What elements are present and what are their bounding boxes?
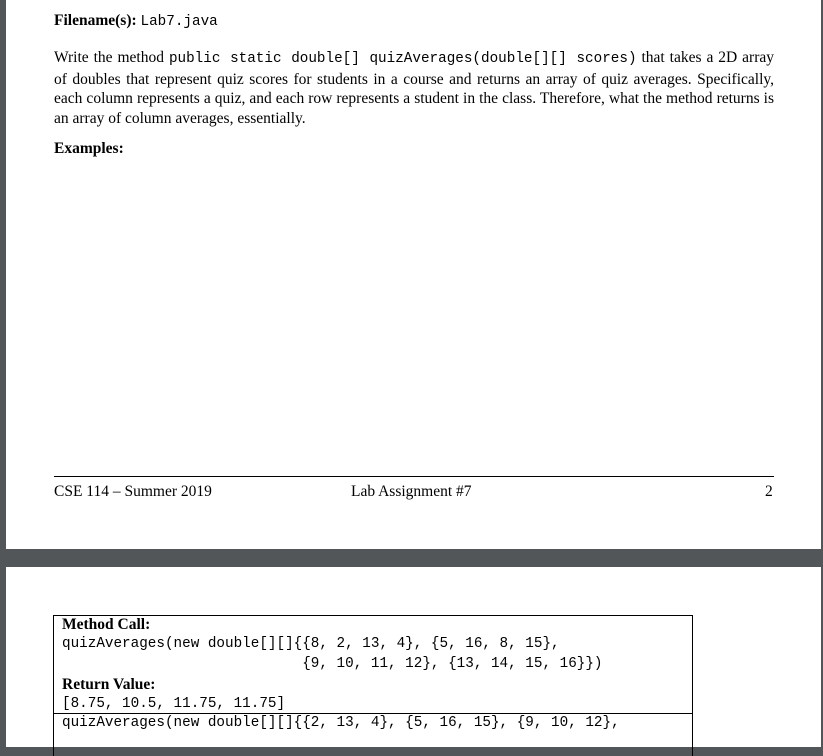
method-call-heading: Method Call: <box>62 616 151 633</box>
footer-divider <box>54 476 774 477</box>
examples-heading: Examples: <box>54 140 124 157</box>
filename-line <box>54 12 218 30</box>
next-method-call-line: quizAverages(new double[][]{{2, 13, 4}, {5, 16, 15}, {9, 10, 12}, <box>62 715 620 731</box>
filename-label: Filename(s): <box>54 12 137 29</box>
description-text-rest: that takes a 2D array of doubles that represent quiz scores for students in a course and returns an array of quiz averages. Specifically, each column represents a quiz, and each row represents a student in the class. Therefore, what the method returns is an array of column averages, essentially. <box>54 49 775 127</box>
table-row-divider <box>54 713 692 714</box>
filename-value: Lab7.java <box>140 14 218 30</box>
method-signature-code: public static double[] quizAverages(double[][] scores) <box>168 51 637 67</box>
return-value-text: [8.75, 10.5, 11.75, 11.75] <box>62 696 286 712</box>
pdf-page-2 <box>6 567 821 747</box>
method-description <box>54 48 774 128</box>
footer-assignment: Lab Assignment #7 <box>351 483 472 500</box>
description-text-start: Write the method <box>54 49 169 66</box>
footer-course: CSE 114 – Summer 2019 <box>54 483 212 500</box>
footer-page-number: 2 <box>765 483 773 500</box>
method-call-line-2: {9, 10, 11, 12}, {13, 14, 15, 16}}) <box>62 656 603 672</box>
return-value-heading: Return Value: <box>62 676 156 693</box>
pdf-page-1 <box>6 0 821 549</box>
method-call-line-1: quizAverages(new double[][]{{8, 2, 13, 4}, {5, 16, 8, 15}, <box>62 636 560 652</box>
